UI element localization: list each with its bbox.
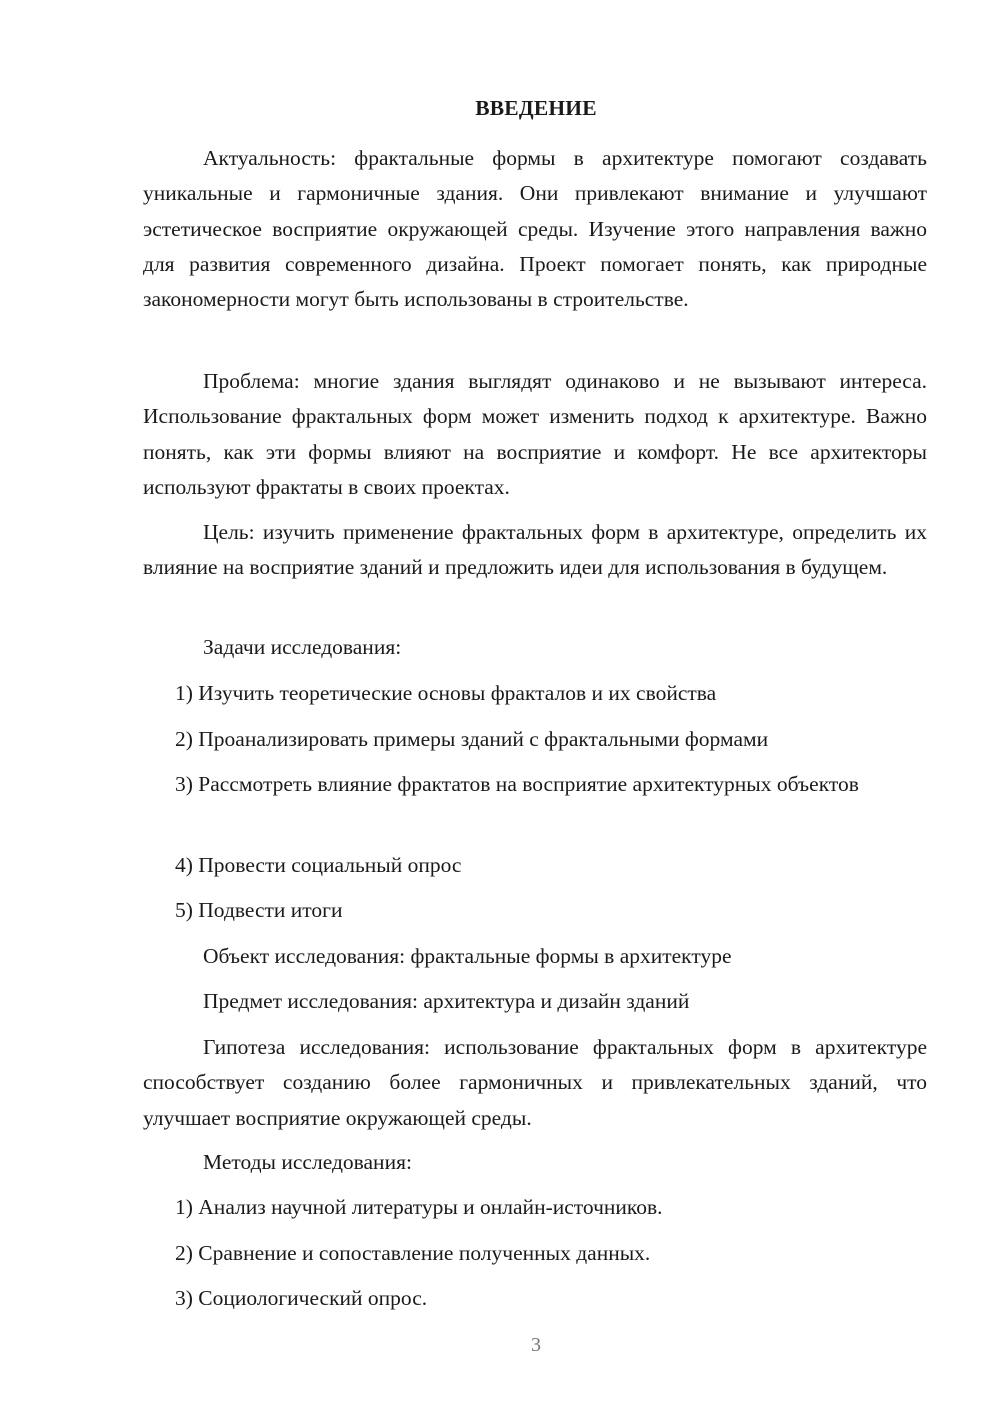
task-item: 5) Подвести итоги (175, 898, 343, 922)
task-item: 3) Рассмотреть влияние фрактатов на восприятие архитектурных объектов (175, 772, 859, 796)
task-item: 4) Провести социальный опрос (175, 853, 462, 877)
relevance-paragraph: Актуальность: фрактальные формы в архитектуре помогают создавать уникальные и гармоничные здания. Они привлекают внимание и улучшают эстетическое восприятие окружающей среды. Изучение этого направления важно для развития современного дизайна. Проект помогает понять, как природные закономерности могут быть использованы в строительстве. (143, 146, 927, 312)
tasks-heading: Задачи исследования: (203, 635, 402, 659)
goal-paragraph: Цель: изучить применение фрактальных форм в архитектуре, определить их влияние на восприятие зданий и предложить идеи для использования в будущем. (143, 520, 927, 580)
hypothesis-paragraph: Гипотеза исследования: использование фрактальных форм в архитектуре способствует созданию более гармоничных и привлекательных зданий, что улучшает восприятие окружающей среды. (143, 1035, 927, 1130)
research-subject: Предмет исследования: архитектура и дизайн зданий (203, 989, 690, 1013)
task-item: 1) Изучить теоретические основы фракталов и их свойства (175, 681, 717, 705)
problem-paragraph: Проблема: многие здания выглядят одинаково и не вызывают интереса. Использование фрактальных форм может изменить подход к архитектуре. Важно понять, как эти формы влияют на восприятие и комфорт. Не все архитекторы используют фрактаты в своих проектах. (143, 369, 927, 499)
section-heading: ВВЕДЕНИЕ (475, 96, 597, 120)
task-item: 2) Проанализировать примеры зданий с фрактальными формами (175, 727, 769, 751)
methods-heading: Методы исследования: (203, 1150, 412, 1174)
research-object: Объект исследования: фрактальные формы в архитектуре (203, 944, 732, 968)
method-item: 3) Социологический опрос. (175, 1286, 428, 1310)
method-item: 1) Анализ научной литературы и онлайн-источников. (175, 1195, 663, 1219)
method-item: 2) Сравнение и сопоставление полученных данных. (175, 1241, 651, 1265)
page-number: 3 (531, 1334, 541, 1356)
